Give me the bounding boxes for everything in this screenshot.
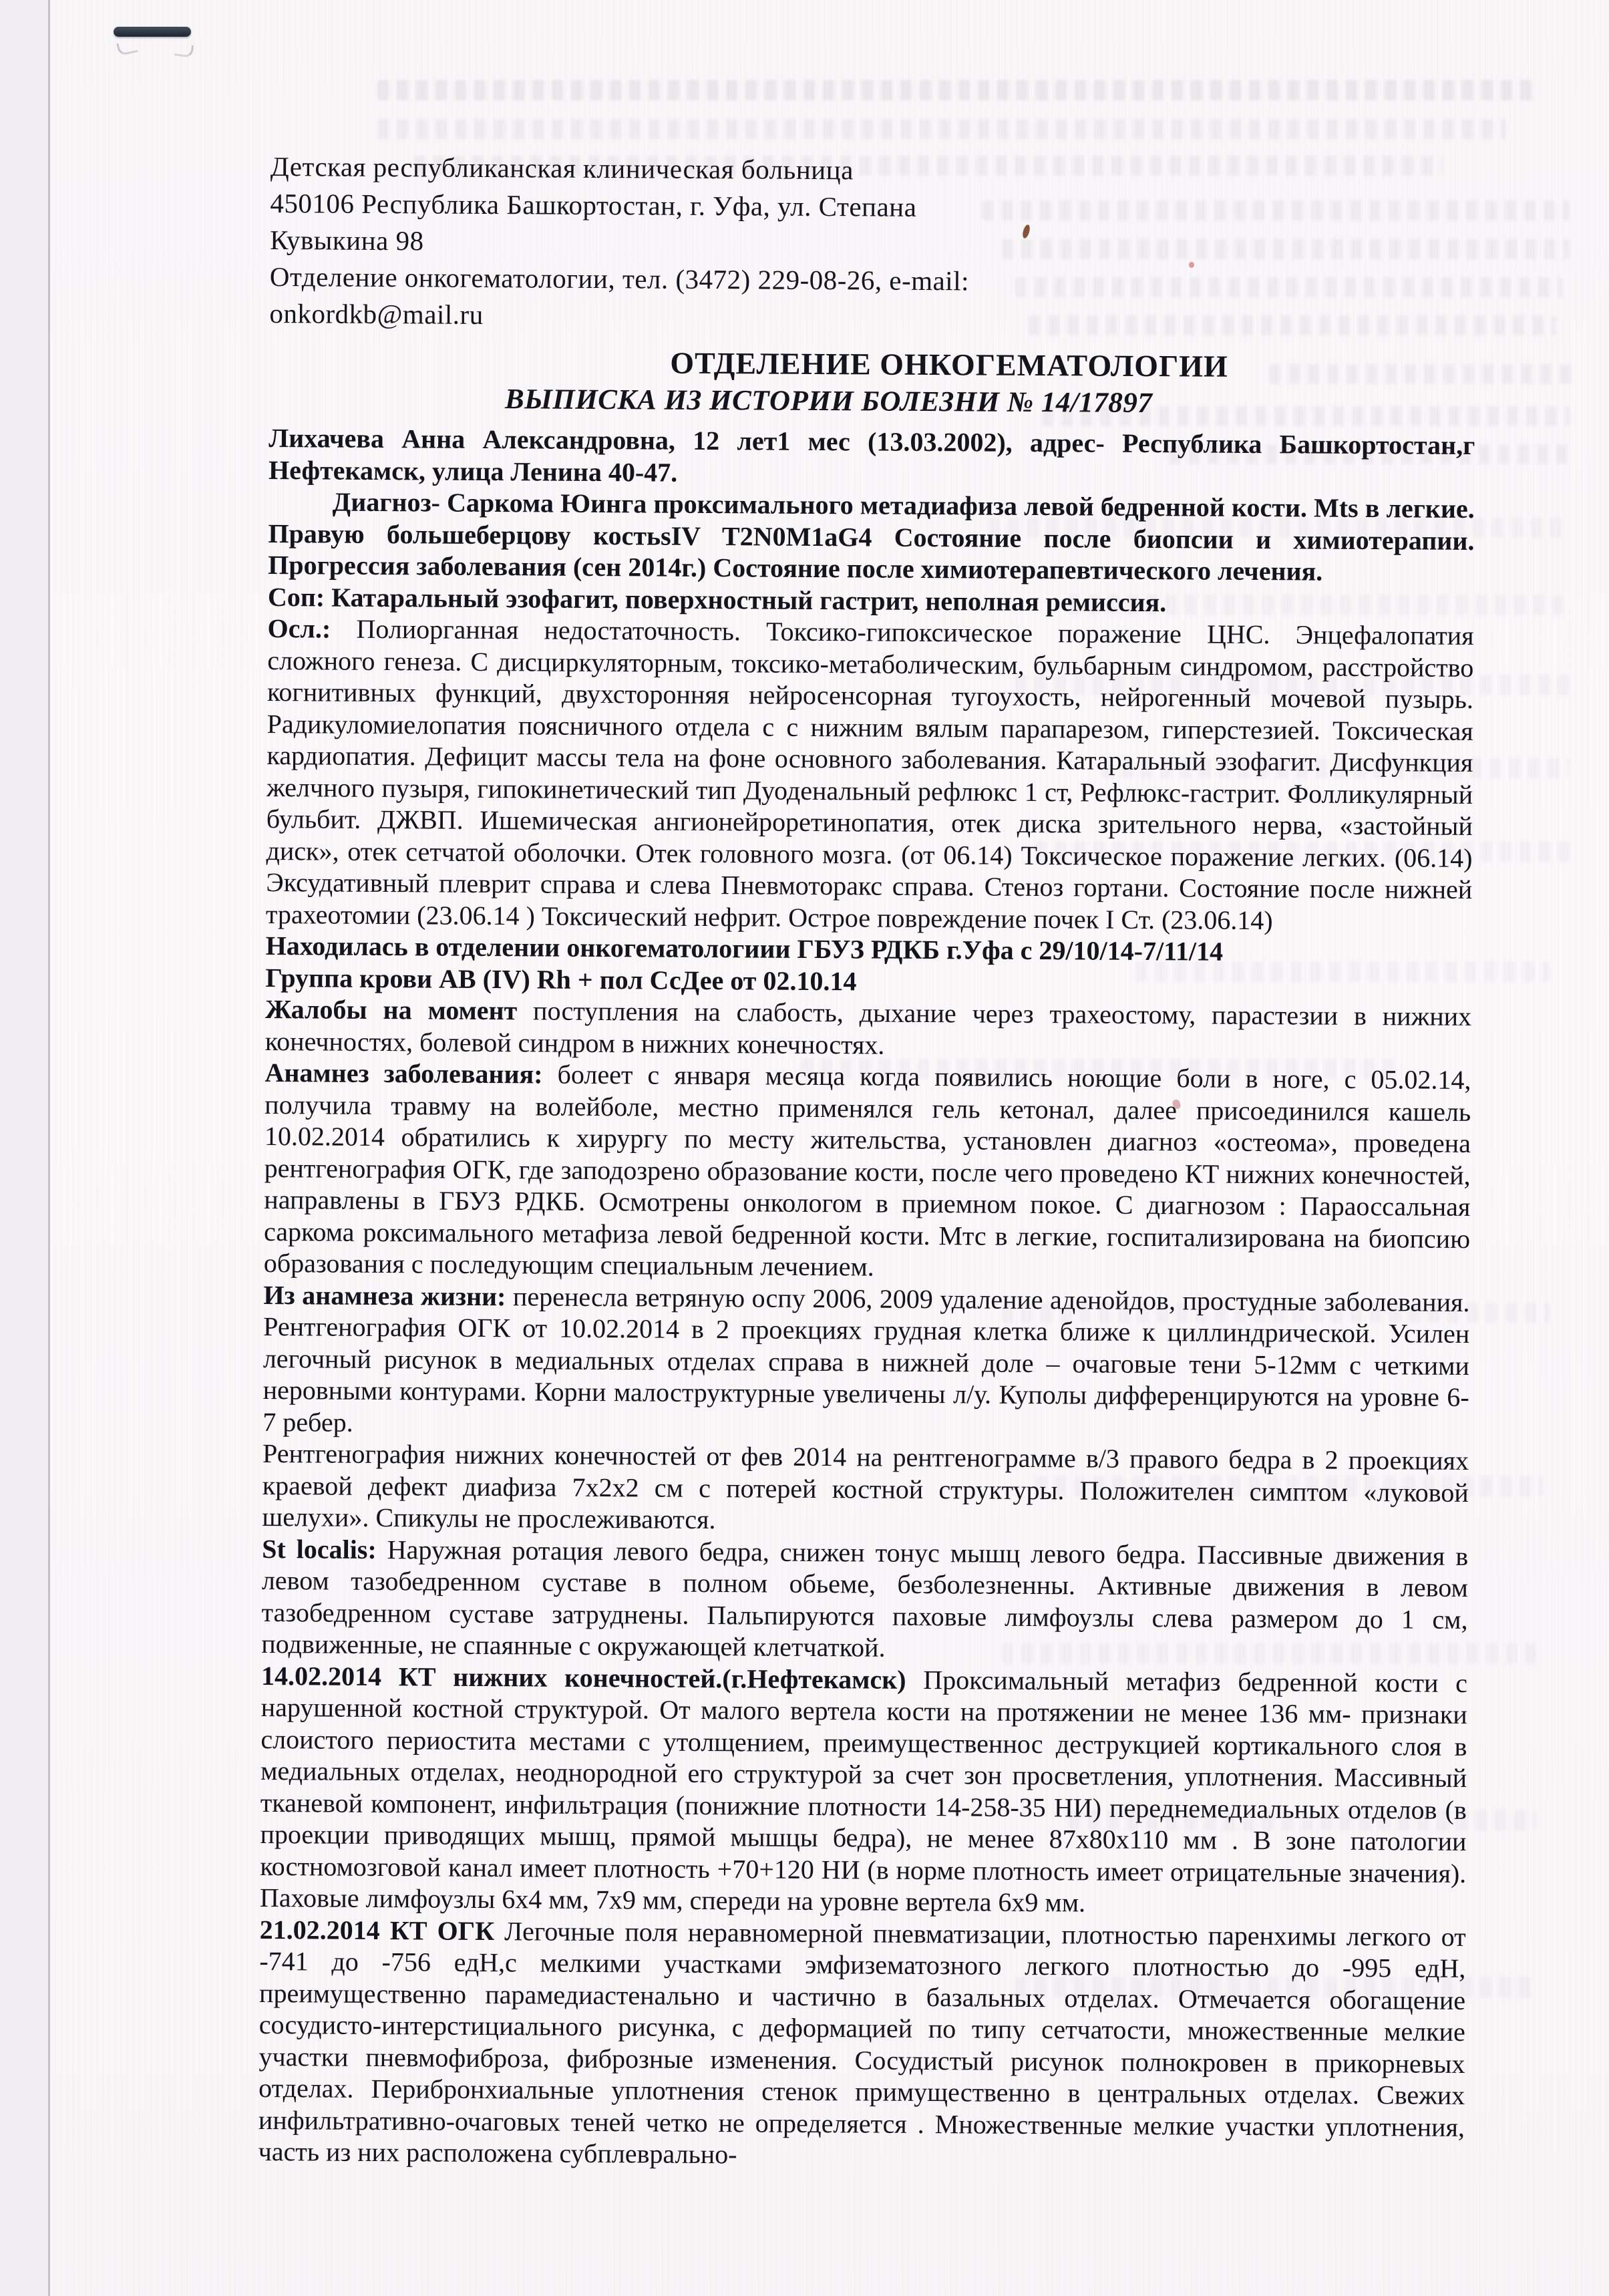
page-left-edge: [0, 0, 50, 2296]
staple-impression-mark: [116, 39, 138, 56]
bleedthrough-artifact: [377, 80, 1540, 100]
complications: [266, 613, 1474, 937]
diagnosis: [268, 486, 1475, 589]
text-segment: болеет с января месяца когда появились ноющие боли в ноге, с 05.02.14, получила травму на волейболе, местно применялся гель кетонал, далее присоединился кашель 10.02.2014 обратились к хирургу по месту жительства, установлен диагноз «остеома», проведена рентгенография ОГК, где заподозрено образование кости, после чего проведено КТ нижних конечностей, направлены в ГБУЗ РДКБ. Осмотрены онкологом в приемном покое. С диагнозом : Параоссальная саркома роксимального метафиза левой бедренной кости. Мтс в легкие, госпитализирована на биопсию образования с последующим специальным лечением.: [263, 1059, 1471, 1282]
bleedthrough-artifact: [377, 119, 1506, 139]
text-segment: 14.02.2014 КТ нижних конечностей.(г.Нефтекамск): [260, 1660, 906, 1695]
status-localis: [261, 1532, 1468, 1667]
department-email: onkordkb@mail.ru: [269, 297, 484, 330]
text-segment: Легочные поля неравномерной пневматизации, плотностью паренхимы легкого от -741 до -756 едН,с мелкими участками эмфизематозного легкого плотностью до -995 едН, преимущественно парамедиастенально и частично в базальных отделах. Отмечается обогащение сосудисто-интерстициального рисунка, с деформацией по типу сетчатости, множественные мелкие участки пневмофиброза, фиброзные изменения. Сосудистый рисунок полнокровен в прикорневых отделах. Перибронхиальные уплотнения стенок примущественно в центральных отделах. Свежих инфильтративно-очаговых теней четко не определяется . Множественные мелкие участки уплотнения, часть из них расположена субплеврально-: [258, 1915, 1466, 2170]
text-segment: перенесла ветряную оспу 2006, 2009 удаление аденойдов, простудные заболевания. Рентгенография ОГК от 10.02.2014 в 2 проекциях грудная клетка ближе к циллиндрической. Усилен легочный рисунок в медиальных отделах справа в нижней доле – очаговые тени 5-12мм с четкими неровными контурами. Корни малоструктурные увеличены л/у. Куполы дифференцируются на уровне 6-7 ребер.: [262, 1281, 1470, 1438]
department-phone: Отделение онкогематологии, тел. (3472) 229-08-26, e-mail:: [269, 261, 970, 297]
text-segment: Осл.:: [267, 613, 331, 644]
disease-anamnesis: [264, 1057, 1471, 1287]
text-segment: Рентгенография нижних конечностей от фев 2014 на рентгенограмме в/3 правого бедра в 2 проекциях краевой дефект диафиза 7х2х2 см с потерей костной структуры. Положителен симптом «луковой шелухи». Спикулы не прослеживаются.: [262, 1438, 1469, 1535]
staple-impression-mark: [174, 43, 194, 58]
xray-lower-limbs: [262, 1438, 1469, 1540]
text-segment: Диагноз- Саркома Юинга проксимального метадиафиза левой бедренной кости. Mts в легкие. Правую большеберцову костьsIV T2N0M1aG4 Состояние после биопсии и химиотерапии. Прогрессия заболевания (сен 2014г.) Состояние после химиотерапевтического лечения.: [268, 486, 1475, 587]
text-segment: поступления на слабость, дыхание через трахеостому, парастезии в нижних конечностях, болевой синдром в нижних конечностях.: [264, 995, 1472, 1060]
life-anamnesis: [262, 1279, 1469, 1445]
text-segment: Группа крови АВ (IV) Rh + пол СсДее от 02.10.14: [265, 962, 857, 996]
text-segment: Соп: Катаральный эзофагит, поверхностный гастрит, неполная ремиссия.: [267, 581, 1167, 617]
hospital-address-2: Кувыкина 98: [270, 224, 424, 257]
document-content: [258, 148, 1477, 2174]
text-segment: Находилась в отделении онкогематологиии ГБУЗ РДКБ г.Уфа с 29/10/14-7/11/14: [265, 930, 1224, 967]
ct-chest: [258, 1913, 1466, 2174]
text-segment: Проксимальный метафиз бедренной кости с нарушенной костной структурой. От малого вертела кости на протяжении не менее 136 мм- признаки слоистого периостита местами с утолщением, преимущественнос деструкцией кортикального слоя в медиальных отделах, неоднородной его структурой за счет зон просветления, уплотнения. Массивный тканевой компонент, инфильтрация (понижние плотности 14-258-35 НИ) переднемедиальных отделов (в проекции приводящих мышц, прямой мышцы бедра), не менее 87х80х110 мм . В зоне патологии костномозговой канал имеет плотность +70+120 НИ (в норме плотность имеет отрицательные значения). Паховые лимфоузлы 6х4 мм, 7х9 мм, спереди на уровне вертела 6х9 мм.: [259, 1664, 1468, 1918]
text-segment: Наружная ротация левого бедра, снижен тонус мышц левого бедра. Пассивные движения в левом тазобедренном суставе в полном обьеме, безболезненны. Активные движения в левом тазобедренном суставе затруднены. Пальпируются паховые лимфоузлы слева размером до 1 см, подвиженные, не спаянные с окружающей клетчаткой.: [261, 1534, 1469, 1663]
text-segment: 21.02.2014 КТ ОГК: [259, 1914, 495, 1946]
ct-lower-limbs: [260, 1659, 1467, 1921]
text-segment: St localis:: [262, 1533, 377, 1565]
text-segment: Полиорганная недостаточность. Токсико-гипоксическое поражение ЦНС. Энцефалопатия сложного генеза. С дисциркуляторным, токсико-метаболическим, бульбарным синдромом, расстройство когнитивных функций, двухсторонняя нейросенсорная тугоухость, нейрогенный мочевой пузырь. Радикуломиелопатия поясничного отдела с с нижним вялым парапарезом, гиперстезией. Токсическая кардиопатия. Дефицит массы тела на фоне основного заболевания. Катаральный эзофагит. Дисфункция желчного пузыря, гипокинетический тип Дуоденальный рефлюкс 1 ст, Рефлюкс-гастрит. Фолликулярный бульбит. ДЖВП. Ишемическая ангионейроретинопатия, отек диска зрительного нерва, «застойный диск», отек сетчатой оболочки. Отек головного мозга. (от 06.14) Токсическое поражение легких. (06.14) Эксудативный плеврит справа и слева Пневмоторакс справа. Стеноз гортани. Состояние после нижней трахеотомии (23.06.14 ) Токсический нефрит. Острое повреждение почек I Ст. (23.06.14): [265, 613, 1474, 935]
page-title: ОТДЕЛЕНИЕ ОНКОГЕМАТОЛОГИИ: [670, 345, 1228, 383]
hospital-name: Детская республиканская клиническая больница: [270, 150, 854, 186]
text-segment: Из анамнеза жизни:: [263, 1279, 506, 1311]
hospital-address-1: 450106 Республика Башкортостан, г. Уфа, ул. Степана: [270, 187, 917, 222]
staple-icon: [114, 27, 191, 37]
text-segment: Анамнез заболевания:: [264, 1057, 543, 1090]
complaints: [265, 993, 1472, 1064]
text-segment: Жалобы на момент: [264, 993, 518, 1026]
text-segment: Лихачева Анна Александровна, 12 лет1 мес (13.03.2002), адрес- Республика Башкортостан,г Нефтекамск, улица Ленина 40-47.: [268, 422, 1475, 488]
page-subtitle: ВЫПИСКА ИЗ ИСТОРИИ БОЛЕЗНИ № 14/17897: [504, 383, 1153, 420]
document-body: [258, 422, 1475, 2174]
patient-info: [269, 422, 1475, 493]
